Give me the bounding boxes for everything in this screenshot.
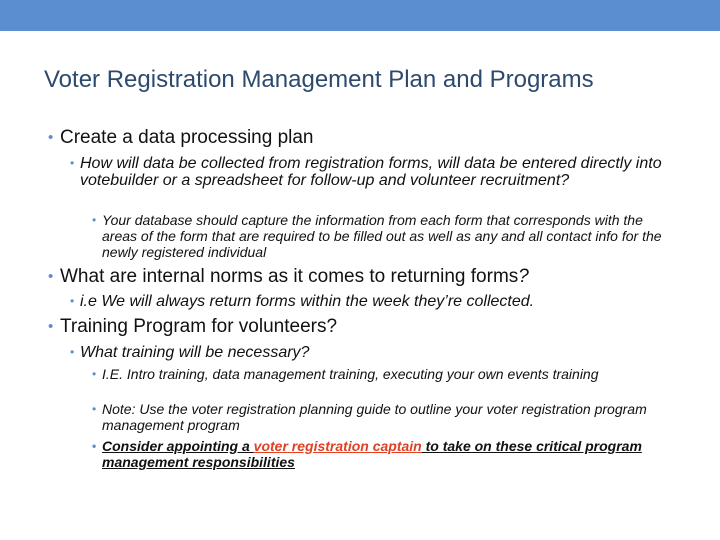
bullet-marker-icon: • (48, 268, 54, 285)
bullet-text: Create a data processing plan (60, 127, 314, 148)
bullet-internal-norms (48, 266, 700, 288)
bullet-marker-icon: • (92, 367, 97, 381)
bullet-marker-icon: • (70, 294, 75, 308)
bullet-question-mark: ? (518, 266, 529, 287)
bullet-text: What training will be necessary? (80, 344, 310, 361)
bullet-return-forms-week (70, 293, 680, 310)
bullet-text: I.E. Intro training, data management training, executing your own events training (102, 366, 599, 382)
bullet-text: i.e We will always return forms within the week they’re collected. (80, 293, 535, 310)
bullet-marker-icon: • (70, 156, 75, 170)
bullet-text: Note: Use the voter registration planning guide to outline your voter registration program management program (102, 401, 647, 433)
bullet-marker-icon: • (92, 402, 97, 416)
bullet-text: Training Program for volunteers? (60, 316, 338, 337)
bullet-training-program (48, 316, 700, 338)
bullet-marker-icon: • (92, 439, 97, 453)
bullet-captain-appointment (92, 438, 662, 470)
bullet-data-collection (70, 155, 680, 189)
bullet-text: How will data be collected from registration forms, will data be entered directly into votebuilder or a spreadsheet for follow-up and volunteer recruitment? (80, 155, 662, 189)
bullet-marker-icon: • (48, 318, 54, 335)
bullet-marker-icon: • (70, 345, 75, 359)
bullet-text: What are internal norms as it comes to returning forms (60, 266, 519, 287)
bullet-training-examples (92, 366, 662, 382)
bullet-text-pre: Consider appointing a (102, 438, 254, 454)
bullet-marker-icon: • (48, 129, 54, 146)
bullet-text-post: to take on these critical program management responsibilities (102, 438, 642, 470)
bullet-planning-guide-note (92, 401, 662, 433)
bullet-data-processing-plan (48, 127, 700, 149)
bullet-marker-icon: • (92, 213, 97, 227)
bullet-text: Your database should capture the information from each form that corresponds with the areas of the form that are required to be filled out as well as any and all contact info for the newly registered individual (102, 212, 662, 260)
bullet-database-capture (92, 212, 662, 260)
bullet-training-necessary (70, 344, 680, 361)
voter-registration-captain-link[interactable]: voter registration captain (253, 438, 422, 454)
slide-title: Voter Registration Management Plan and Programs (44, 66, 594, 93)
